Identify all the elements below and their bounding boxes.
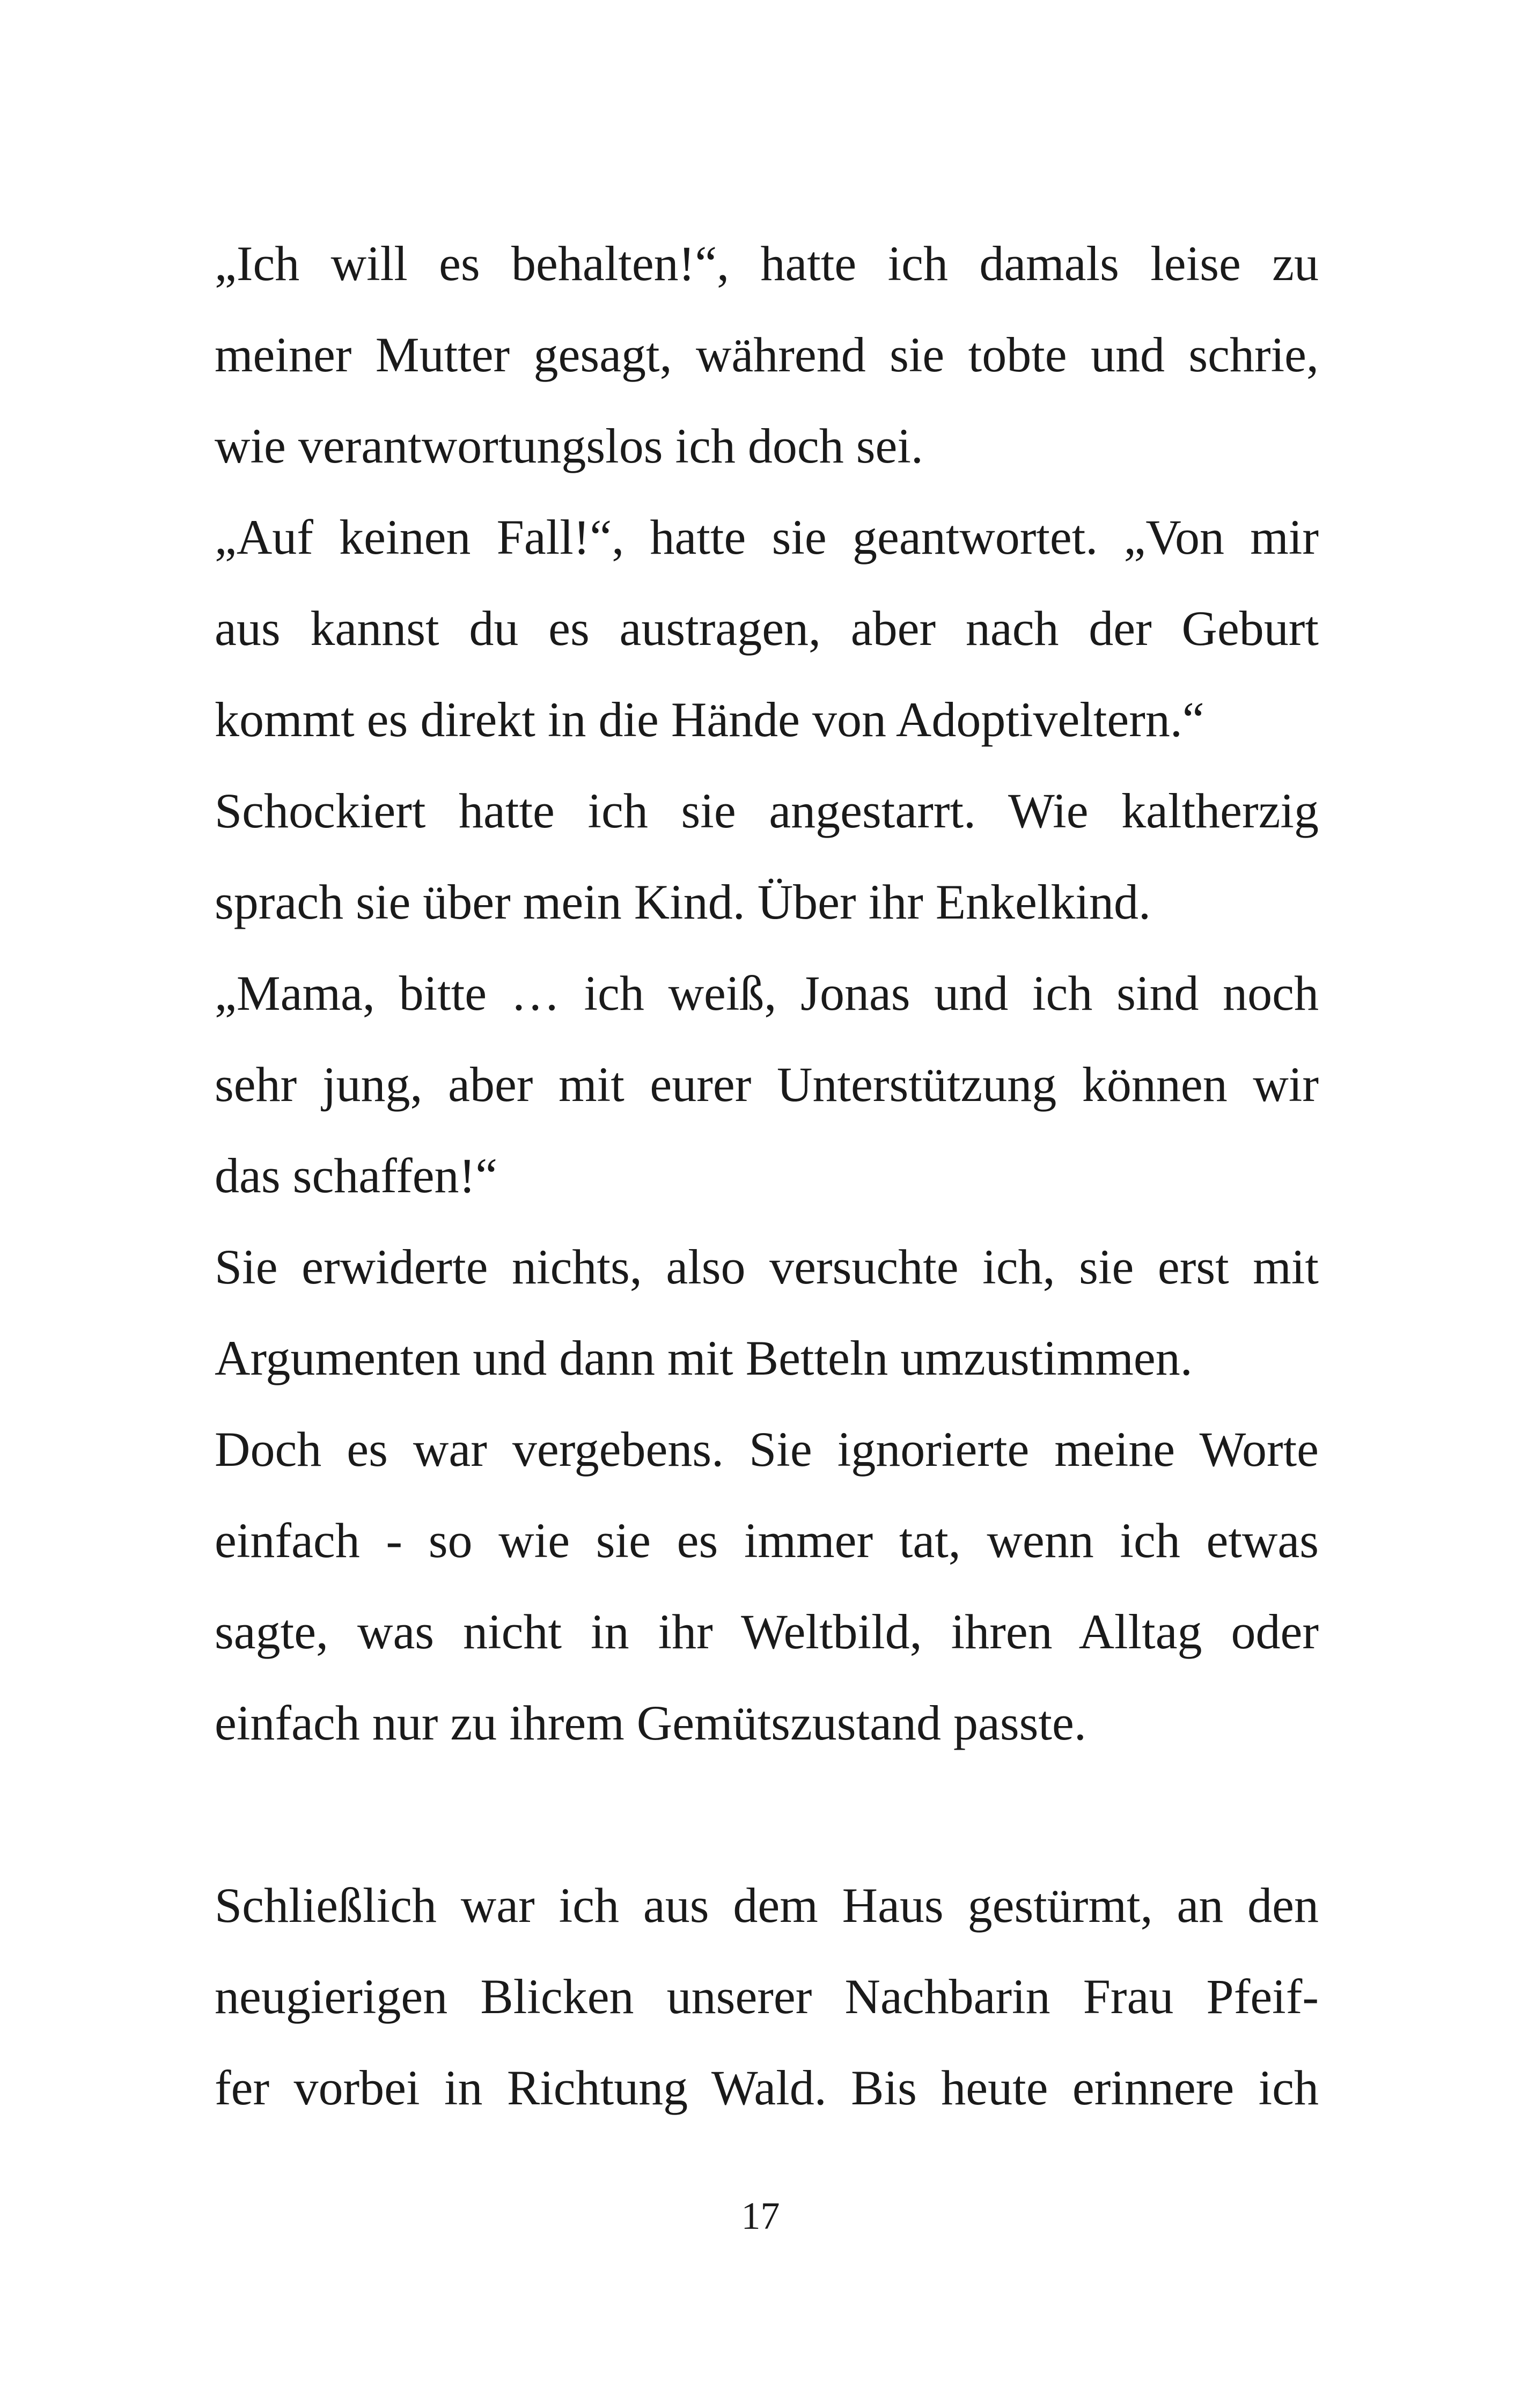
text-line: „Ich will es behalten!“, hatte ich damals leise zu <box>215 236 1319 291</box>
text-line: das schaffen!“ <box>215 1148 498 1203</box>
text-line: einfach - so wie sie es immer tat, wenn ich etwas <box>215 1513 1319 1568</box>
text-line: aus kannst du es austragen, aber nach der Geburt <box>215 601 1319 656</box>
text-line: sprach sie über mein Kind. Über ihr Enkelkind. <box>215 875 1151 929</box>
text-line: „Mama, bitte … ich weiß, Jonas und ich sind noch <box>215 966 1319 1021</box>
text-line: Schockiert hatte ich sie angestarrt. Wie kaltherzig <box>215 783 1319 838</box>
text-line: Argumenten und dann mit Betteln umzustimmen. <box>215 1331 1193 1385</box>
text-line: fer vorbei in Richtung Wald. Bis heute erinnere ich <box>215 2060 1319 2115</box>
page-number: 17 <box>741 2194 780 2237</box>
text-line: Sie erwiderte nichts, also versuchte ich, sie erst mit <box>215 1239 1319 1294</box>
text-line: wie verantwortungslos ich doch sei. <box>215 419 923 473</box>
text-line: meiner Mutter gesagt, während sie tobte und schrie, <box>215 327 1319 382</box>
paragraph-1 <box>215 218 1319 1768</box>
text-line: sehr jung, aber mit eurer Unterstützung können wir <box>215 1057 1319 1112</box>
paragraph-2 <box>215 1860 1319 2133</box>
text-line: einfach nur zu ihrem Gemütszustand passte. <box>215 1695 1086 1750</box>
text-line: Doch es war vergebens. Sie ignorierte meine Worte <box>215 1422 1319 1477</box>
text-line: „Auf keinen Fall!“, hatte sie geantwortet. „Von mir <box>215 510 1319 564</box>
text-line: sagte, was nicht in ihr Weltbild, ihren Alltag oder <box>215 1604 1319 1659</box>
text-line: Schließlich war ich aus dem Haus gestürmt, an den <box>215 1878 1319 1933</box>
text-line: kommt es direkt in die Hände von Adoptiveltern.“ <box>215 692 1204 747</box>
text-line: neugierigen Blicken unserer Nachbarin Frau Pfeif- <box>215 1969 1319 2024</box>
